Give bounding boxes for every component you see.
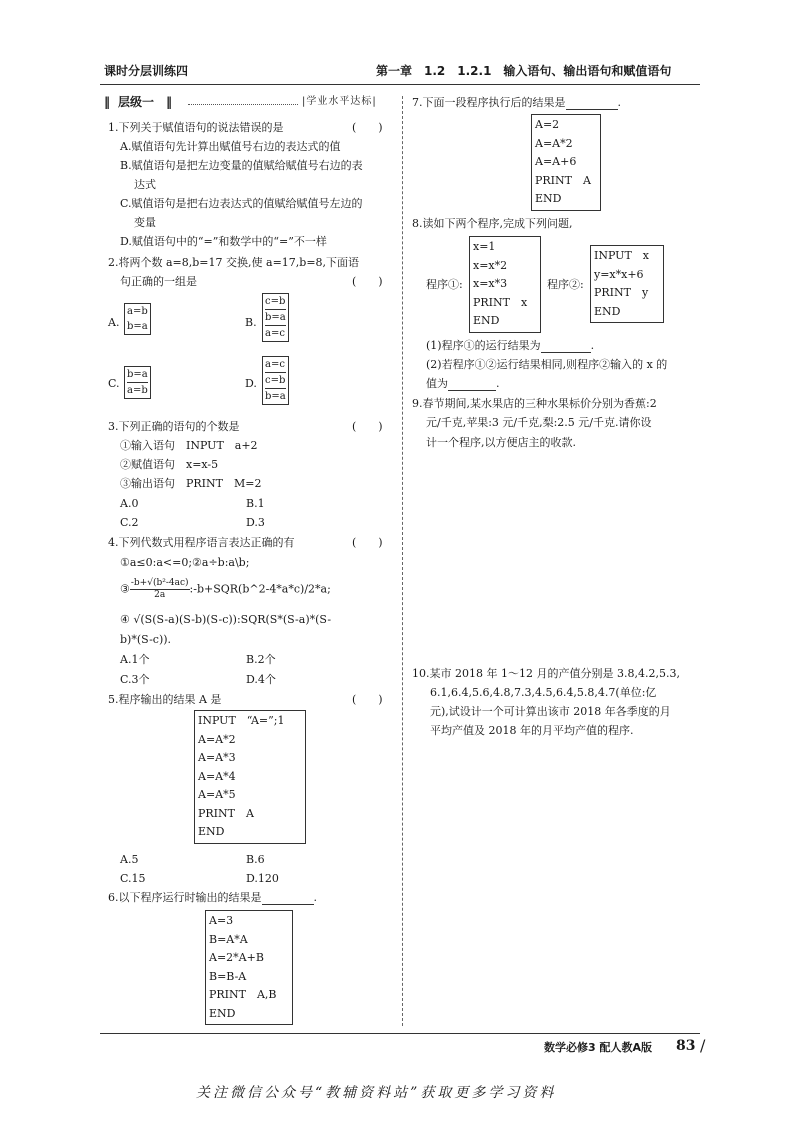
q5-option-d: D.120 [246, 872, 279, 885]
q5-option-b: B.6 [246, 853, 265, 866]
q2-d-label: D. [245, 377, 257, 390]
q1-option-b-cont: 达式 [134, 178, 156, 191]
q8-sub1-blank[interactable] [541, 339, 591, 353]
column-divider [402, 96, 403, 1026]
q6-answer-blank[interactable] [262, 891, 314, 905]
q4-option-b: B.2个 [246, 653, 276, 666]
q3-option-b: B.1 [246, 497, 265, 510]
q1-option-d: D.赋值语句中的“=”和数学中的“=”不一样 [120, 235, 327, 248]
q7-answer-blank[interactable] [566, 96, 618, 110]
q5-stem: 5.程序输出的结果 A 是 [108, 693, 222, 706]
q4-option-d: D.4个 [246, 673, 276, 686]
q3-stem: 3.下列正确的语句的个数是 [108, 420, 240, 433]
q2-d-code: a=c c=b b=a [262, 356, 289, 405]
q5-option-c: C.15 [120, 872, 146, 885]
q9-line3: 计一个程序,以方便店主的收款. [426, 436, 576, 449]
q10-line2: 6.1,6.4,5.6,4.8,7.3,4.5,6.4,5.8,4.7(单位:亿 [430, 686, 657, 699]
q2-paren: ( ) [352, 275, 383, 288]
q7-code-block: A=2 A=A*2 A=A+6 PRINT A END [531, 114, 601, 211]
q2-a-code: a=b b=a [124, 303, 151, 335]
q2-b-label: B. [245, 316, 257, 329]
q2-stem-cont: 句正确的一组是 [120, 275, 197, 288]
promo-note: 关注微信公众号“教辅资料站”获取更多学习资料 [196, 1085, 557, 1101]
q10-line4: 平均产值及 2018 年的月平均产值的程序. [430, 724, 634, 737]
q1-option-c: C.赋值语句是把右边表达式的值赋给赋值号左边的 [120, 197, 363, 210]
q4-line4: b)*(S-c)). [120, 633, 172, 646]
q8-sub1: (1)程序①的运行结果为 . [426, 339, 595, 352]
q9-line2: 元/千克,苹果:3 元/千克,梨:2.5 元/千克.请你设 [426, 416, 652, 429]
q8-p1-label: 程序①: [426, 278, 463, 291]
q1-option-c-cont: 变量 [134, 216, 156, 229]
q4-line1: ①a≤0:a<=0;②a÷b:a\b; [120, 556, 250, 569]
q9-line1: 9.春节期间,某水果店的三种水果标价分别为香蕉:2 [412, 397, 657, 410]
q1-option-a: A.赋值语句先计算出赋值号右边的表达式的值 [120, 140, 341, 153]
page-slash: / [700, 1036, 706, 1055]
q5-option-a: A.5 [120, 853, 139, 866]
q3-s3: ③输出语句 PRINT M=2 [120, 477, 262, 490]
q4-line2: ③ $\frac{\text{-b+√(b²-4ac)}}{2a}$ :-b+SQR(b^2-4*a*c)/2*a; [120, 578, 331, 600]
q6-stem: 6.以下程序运行时输出的结果是 . [108, 891, 317, 904]
q8-sub2-blank[interactable] [448, 377, 496, 391]
q2-c-label: C. [108, 377, 120, 390]
q7-stem: 7.下面一段程序执行后的结果是 . [412, 96, 621, 109]
footer-book-label: 数学必修3 配人教A版 [544, 1041, 652, 1054]
header-right: 第一章 1.2 1.2.1 输入语句、输出语句和赋值语句 [376, 64, 672, 78]
q2-a-label: A. [108, 316, 120, 329]
q8-sub2-cont: 值为 . [426, 377, 500, 390]
header-rule [100, 84, 700, 85]
q8-sub2: (2)若程序①②运行结果相同,则程序②输入的 x 的 [426, 358, 668, 371]
q1-paren: ( ) [352, 121, 383, 134]
page-number: 83 [676, 1038, 696, 1054]
q8-stem: 8.读如下两个程序,完成下列问题, [412, 217, 573, 230]
q10-line3: 元),试设计一个可计算出该市 2018 年各季度的月 [430, 705, 671, 718]
q8-p2-code-block: INPUT x y=x*x+6 PRINT y END [590, 245, 664, 323]
q4-stem: 4.下列代数式用程序语言表达正确的有 [108, 536, 295, 549]
q3-option-c: C.2 [120, 516, 139, 529]
q4-paren: ( ) [352, 536, 383, 549]
q5-paren: ( ) [352, 693, 383, 706]
q5-code-block: INPUT “A=”;1 A=A*2 A=A*3 A=A*4 A=A*5 PRINT A END [194, 710, 306, 844]
q3-s1: ①输入语句 INPUT a+2 [120, 439, 258, 452]
q8-p2-label: 程序②: [547, 278, 584, 291]
q10-line1: 10.某市 2018 年 1～12 月的产值分别是 3.8,4.2,5.3, [412, 667, 680, 680]
q6-code-block: A=3 B=A*A A=2*A+B B=B-A PRINT A,B END [205, 910, 293, 1025]
q2-c-code: b=a a=b [124, 366, 151, 399]
q3-option-d: D.3 [246, 516, 265, 529]
q8-p1-code-block: x=1 x=x*2 x=x*3 PRINT x END [469, 236, 541, 333]
header-left: 课时分层训练四 [104, 64, 189, 78]
level-dots [188, 104, 298, 105]
q4-option-c: C.3个 [120, 673, 150, 686]
level-tag: |学业水平达标| [302, 96, 377, 107]
q1-stem: 1.下列关于赋值语句的说法错误的是 [108, 121, 284, 134]
q3-option-a: A.0 [120, 497, 139, 510]
footer-rule [100, 1033, 700, 1034]
q4-option-a: A.1个 [120, 653, 150, 666]
q2-b-code: c=b b=a a=c [262, 293, 289, 342]
q1-option-b: B.赋值语句是把左边变量的值赋给赋值号右边的表 [120, 159, 363, 172]
q3-paren: ( ) [352, 420, 383, 433]
q2-stem: 2.将两个数 a=8,b=17 交换,使 a=17,b=8,下面语 [108, 256, 360, 269]
level-banner: ‖ 层级一 ‖ |学业水平达标| [104, 95, 377, 109]
q3-s2: ②赋值语句 x=x-5 [120, 458, 219, 471]
q4-fraction: $\frac{\text{-b+√(b²-4ac)}}{2a}$ [130, 578, 189, 600]
q4-line3: ④ √(S(S-a)(S-b)(S-c)):SQR(S*(S-a)*(S- [120, 613, 332, 626]
level-title: 层级一 [118, 95, 155, 109]
